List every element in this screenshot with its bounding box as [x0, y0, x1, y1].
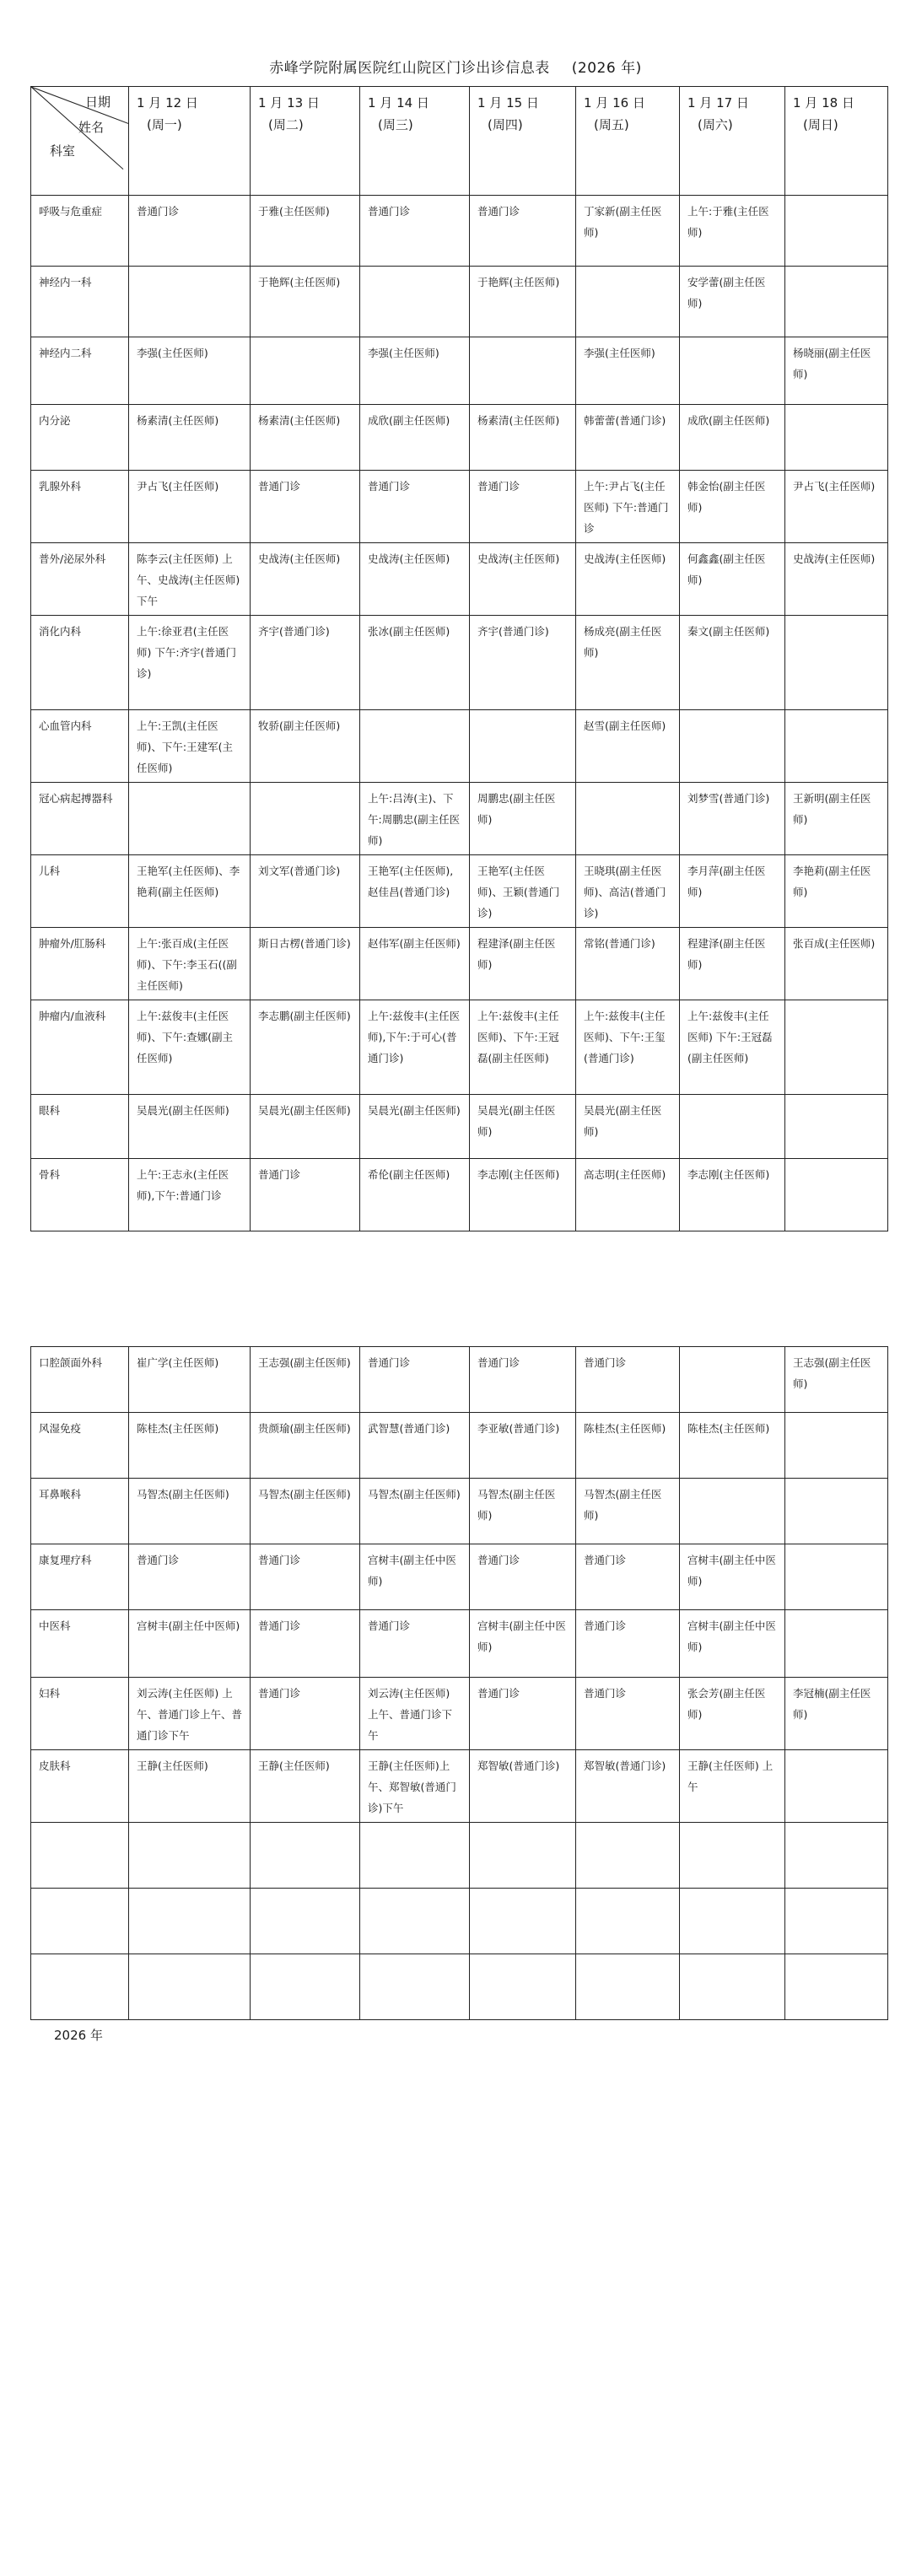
schedule-cell: 上午:于雅(主任医师): [680, 196, 785, 267]
table-row: [31, 1678, 888, 1750]
schedule-cell: 张会芳(副主任医师): [680, 1678, 785, 1750]
day-weekday: (周三): [378, 117, 413, 132]
schedule-cell: 陈桂杰(主任医师): [680, 1413, 785, 1479]
schedule-cell: 齐宇(普通门诊): [470, 616, 576, 710]
schedule-cell: 宫树丰(副主任中医师): [470, 1610, 576, 1678]
day-date: 1 月 13 日: [258, 95, 320, 110]
schedule-cell: 普通门诊: [360, 1347, 470, 1413]
schedule-cell: 尹占飞(主任医师): [785, 471, 888, 543]
schedule-cell: 王晓琪(副主任医师)、高洁(普通门诊): [576, 855, 680, 928]
schedule-cell: 秦文(副主任医师): [680, 616, 785, 710]
schedule-cell: 史战涛(主任医师): [360, 543, 470, 616]
schedule-cell: [785, 405, 888, 471]
day-date: 1 月 16 日: [584, 95, 645, 110]
day-weekday: (周六): [698, 117, 733, 132]
schedule-cell: 安学蕾(副主任医师): [680, 267, 785, 337]
schedule-cell: [785, 616, 888, 710]
schedule-cell: 杨成亮(副主任医师): [576, 616, 680, 710]
schedule-cell: 马智杰(副主任医师): [129, 1479, 251, 1544]
schedule-cell: 高志明(主任医师): [576, 1159, 680, 1231]
day-date: 1 月 15 日: [477, 95, 539, 110]
schedule-cell: [785, 196, 888, 267]
schedule-cell: [680, 1347, 785, 1413]
department-cell: 康复理疗科: [31, 1544, 129, 1610]
schedule-cell: 成欣(副主任医师): [680, 405, 785, 471]
schedule-cell: 陈桂杰(主任医师): [576, 1413, 680, 1479]
schedule-cell: 普通门诊: [251, 471, 360, 543]
table-row: [31, 928, 888, 1000]
schedule-cell: [785, 1610, 888, 1678]
schedule-cell: [680, 337, 785, 405]
table-row: [31, 1413, 888, 1479]
department-cell: 神经内一科: [31, 267, 129, 337]
schedule-cell: 吴晨光(副主任医师): [251, 1095, 360, 1159]
day-date: 1 月 12 日: [137, 95, 198, 110]
department-cell: 骨科: [31, 1159, 129, 1231]
schedule-cell: 吴晨光(副主任医师): [360, 1095, 470, 1159]
schedule-cell: 郑智敏(普通门诊): [470, 1750, 576, 1823]
schedule-cell: 普通门诊: [576, 1347, 680, 1413]
header-day-6: [680, 87, 785, 196]
schedule-cell: [251, 337, 360, 405]
schedule-cell: 李强(主任医师): [129, 337, 251, 405]
schedule-cell: 马智杰(副主任医师): [360, 1479, 470, 1544]
schedule-cell: 李强(主任医师): [576, 337, 680, 405]
schedule-cell: 王新明(副主任医师): [785, 783, 888, 855]
corner-dept-label: 科室: [50, 143, 76, 159]
schedule-cell: 史战涛(主任医师): [785, 543, 888, 616]
schedule-cell: 普通门诊: [470, 471, 576, 543]
header-corner-cell: [31, 87, 129, 196]
schedule-cell: [576, 1954, 680, 2020]
department-cell: 内分泌: [31, 405, 129, 471]
table-row: [31, 405, 888, 471]
schedule-cell: [680, 1479, 785, 1544]
schedule-cell: [576, 267, 680, 337]
schedule-cell: 丁家新(副主任医师): [576, 196, 680, 267]
schedule-cell: [785, 1159, 888, 1231]
department-cell: 肿瘤内/血液科: [31, 1000, 129, 1095]
corner-date-label: 日期: [85, 94, 111, 110]
schedule-cell: 何鑫鑫(副主任医师): [680, 543, 785, 616]
schedule-cell: [360, 710, 470, 783]
day-weekday: (周五): [594, 117, 629, 132]
schedule-cell: [785, 1479, 888, 1544]
schedule-cell: 上午:徐亚君(主任医师) 下午:齐宇(普通门诊): [129, 616, 251, 710]
schedule-cell: [360, 1889, 470, 1954]
schedule-cell: 马智杰(副主任医师): [470, 1479, 576, 1544]
department-cell: [31, 1954, 129, 2020]
schedule-cell: [680, 1954, 785, 2020]
schedule-cell: 宫树丰(副主任中医师): [129, 1610, 251, 1678]
schedule-cell: 王艳军(主任医师)、李艳莉(副主任医师): [129, 855, 251, 928]
table-row: [31, 616, 888, 710]
table-row: [31, 543, 888, 616]
schedule-cell: 马智杰(副主任医师): [576, 1479, 680, 1544]
schedule-cell: 崔广学(主任医师): [129, 1347, 251, 1413]
schedule-cell: 上午:王凯(主任医师)、下午:王建军(主任医师): [129, 710, 251, 783]
schedule-cell: [470, 1954, 576, 2020]
schedule-cell: 刘云涛(主任医师) 上午、普通门诊下午: [360, 1678, 470, 1750]
schedule-cell: [680, 1889, 785, 1954]
schedule-cell: [785, 1095, 888, 1159]
schedule-cell: 吴晨光(副主任医师): [576, 1095, 680, 1159]
schedule-cell: 王艳军(主任医师),赵佳昌(普通门诊): [360, 855, 470, 928]
schedule-cell: 牧骄(副主任医师): [251, 710, 360, 783]
department-cell: 口腔颌面外科: [31, 1347, 129, 1413]
department-cell: 肿瘤外/肛肠科: [31, 928, 129, 1000]
schedule-cell: [785, 267, 888, 337]
department-cell: [31, 1889, 129, 1954]
schedule-cell: [360, 1954, 470, 2020]
schedule-cell: 李强(主任医师): [360, 337, 470, 405]
day-date: 1 月 17 日: [687, 95, 749, 110]
schedule-cell: 杨素清(主任医师): [129, 405, 251, 471]
schedule-cell: 贵颜瑜(副主任医师): [251, 1413, 360, 1479]
schedule-cell: [251, 783, 360, 855]
department-cell: 消化内科: [31, 616, 129, 710]
table-row: [31, 1750, 888, 1823]
schedule-cell: [360, 267, 470, 337]
schedule-cell: [680, 710, 785, 783]
schedule-cell: 普通门诊: [251, 1544, 360, 1610]
table-row: [31, 1159, 888, 1231]
schedule-cell: [251, 1823, 360, 1889]
table-row: [31, 196, 888, 267]
schedule-cell: 史战涛(主任医师): [576, 543, 680, 616]
schedule-cell: 普通门诊: [470, 1347, 576, 1413]
day-date: 1 月 18 日: [793, 95, 854, 110]
schedule-cell: 普通门诊: [576, 1610, 680, 1678]
schedule-cell: [129, 1889, 251, 1954]
schedule-cell: [129, 1954, 251, 2020]
schedule-cell: [129, 1823, 251, 1889]
schedule-cell: [470, 1823, 576, 1889]
schedule-cell: 普通门诊: [251, 1159, 360, 1231]
schedule-cell: 普通门诊: [470, 196, 576, 267]
schedule-cell: 赵雪(副主任医师): [576, 710, 680, 783]
document-title: [0, 56, 911, 77]
schedule-cell: [576, 1823, 680, 1889]
schedule-cell: 吴晨光(副主任医师): [129, 1095, 251, 1159]
schedule-cell: 李亚敏(普通门诊): [470, 1413, 576, 1479]
table-row: [31, 1095, 888, 1159]
header-day-4: [470, 87, 576, 196]
schedule-cell: 李志刚(主任医师): [470, 1159, 576, 1231]
schedule-cell: 程建泽(副主任医师): [680, 928, 785, 1000]
header-row: [31, 87, 888, 196]
schedule-cell: 上午:王志永(主任医师),下午:普通门诊: [129, 1159, 251, 1231]
schedule-cell: 普通门诊: [129, 196, 251, 267]
schedule-cell: 斯日古楞(普通门诊): [251, 928, 360, 1000]
schedule-cell: [470, 337, 576, 405]
department-cell: 儿科: [31, 855, 129, 928]
department-cell: 普外/泌尿外科: [31, 543, 129, 616]
header-day-3: [360, 87, 470, 196]
table-row: [31, 1889, 888, 1954]
schedule-cell: 于艳辉(主任医师): [470, 267, 576, 337]
schedule-cell: 李志刚(主任医师): [680, 1159, 785, 1231]
schedule-cell: 普通门诊: [470, 1544, 576, 1610]
schedule-cell: [129, 267, 251, 337]
schedule-cell: 张百成(主任医师): [785, 928, 888, 1000]
schedule-cell: 宫树丰(副主任中医师): [360, 1544, 470, 1610]
table-row: [31, 1610, 888, 1678]
table-row: [31, 783, 888, 855]
schedule-cell: 王志强(副主任医师): [785, 1347, 888, 1413]
department-cell: 呼吸与危重症: [31, 196, 129, 267]
schedule-cell: 希伦(副主任医师): [360, 1159, 470, 1231]
schedule-cell: 普通门诊: [251, 1610, 360, 1678]
table-row: [31, 710, 888, 783]
table-row: [31, 267, 888, 337]
diagonal-lines: [31, 87, 128, 195]
schedule-cell: [251, 1954, 360, 2020]
schedule-cell: 宫树丰(副主任中医师): [680, 1544, 785, 1610]
schedule-cell: 普通门诊: [360, 1610, 470, 1678]
schedule-cell: [680, 1095, 785, 1159]
schedule-cell: 李月萍(副主任医师): [680, 855, 785, 928]
department-cell: 冠心病起搏器科: [31, 783, 129, 855]
schedule-cell: 上午:张百成(主任医师)、下午:李玉石((副主任医师): [129, 928, 251, 1000]
day-date: 1 月 14 日: [368, 95, 429, 110]
schedule-cell: 李志鹏(副主任医师): [251, 1000, 360, 1095]
schedule-cell: 上午:兹俊丰(主任医师),下午:于可心(普通门诊): [360, 1000, 470, 1095]
day-weekday: (周一): [147, 117, 182, 132]
schedule-cell: 杨晓丽(副主任医师): [785, 337, 888, 405]
schedule-cell: 史战涛(主任医师): [470, 543, 576, 616]
schedule-cell: 王静(主任医师)上午、郑智敏(普通门诊)下午: [360, 1750, 470, 1823]
schedule-cell: 韩蕾蕾(普通门诊): [576, 405, 680, 471]
schedule-cell: 杨素清(主任医师): [251, 405, 360, 471]
schedule-cell: 普通门诊: [576, 1544, 680, 1610]
department-cell: [31, 1823, 129, 1889]
schedule-cell: 郑智敏(普通门诊): [576, 1750, 680, 1823]
department-cell: 心血管内科: [31, 710, 129, 783]
schedule-cell: 武智慧(普通门诊): [360, 1413, 470, 1479]
department-cell: 乳腺外科: [31, 471, 129, 543]
schedule-cell: 张冰(副主任医师): [360, 616, 470, 710]
schedule-cell: 于雅(主任医师): [251, 196, 360, 267]
schedule-cell: [785, 1413, 888, 1479]
schedule-cell: 普通门诊: [360, 471, 470, 543]
department-cell: 皮肤科: [31, 1750, 129, 1823]
schedule-cell: 韩金怡(副主任医师): [680, 471, 785, 543]
table-row: [31, 1954, 888, 2020]
schedule-cell: 吴晨光(副主任医师): [470, 1095, 576, 1159]
schedule-cell: [251, 1889, 360, 1954]
schedule-cell: 普通门诊: [576, 1678, 680, 1750]
schedule-cell: 上午:吕涛(主)、下午:周鹏忠(副主任医师): [360, 783, 470, 855]
schedule-cell: [470, 710, 576, 783]
schedule-cell: [785, 1954, 888, 2020]
header-day-2: [251, 87, 360, 196]
schedule-cell: [785, 1544, 888, 1610]
schedule-cell: 王静(主任医师): [251, 1750, 360, 1823]
schedule-cell: 普通门诊: [360, 196, 470, 267]
schedule-cell: 宫树丰(副主任中医师): [680, 1610, 785, 1678]
schedule-cell: [785, 1750, 888, 1823]
department-cell: 妇科: [31, 1678, 129, 1750]
schedule-cell: 陈李云(主任医师) 上午、史战涛(主任医师)下午: [129, 543, 251, 616]
table-row: [31, 1479, 888, 1544]
schedule-cell: [785, 1889, 888, 1954]
schedule-cell: 普通门诊: [129, 1544, 251, 1610]
title-text: 赤峰学院附属医院红山院区门诊出诊信息表: [269, 60, 550, 77]
schedule-cell: 王艳军(主任医师)、王颖(普通门诊): [470, 855, 576, 928]
schedule-cell: 李艳莉(副主任医师): [785, 855, 888, 928]
table-row: [31, 1823, 888, 1889]
schedule-cell: 上午:兹俊丰(主任医师)、下午:查娜(副主任医师): [129, 1000, 251, 1095]
corner-name-label: 姓名: [78, 120, 105, 135]
schedule-cell: 史战涛(主任医师): [251, 543, 360, 616]
schedule-cell: 陈桂杰(主任医师): [129, 1413, 251, 1479]
schedule-cell: 普通门诊: [470, 1678, 576, 1750]
schedule-cell: 刘云涛(主任医师) 上午、普通门诊上午、普通门诊下午: [129, 1678, 251, 1750]
schedule-cell: 成欣(副主任医师): [360, 405, 470, 471]
schedule-cell: [576, 783, 680, 855]
schedule-cell: 王志强(副主任医师): [251, 1347, 360, 1413]
schedule-cell: 赵伟军(副主任医师): [360, 928, 470, 1000]
schedule-cell: [785, 710, 888, 783]
schedule-cell: 刘文军(普通门诊): [251, 855, 360, 928]
schedule-cell: [785, 1000, 888, 1095]
table-row: [31, 1347, 888, 1413]
day-weekday: (周四): [488, 117, 523, 132]
schedule-cell: 上午:兹俊丰(主任医师)、下午:王玺(普通门诊): [576, 1000, 680, 1095]
schedule-cell: [680, 1823, 785, 1889]
department-cell: 眼科: [31, 1095, 129, 1159]
schedule-table-page1: [30, 86, 888, 1231]
schedule-cell: [470, 1889, 576, 1954]
schedule-cell: 尹占飞(主任医师): [129, 471, 251, 543]
schedule-cell: 齐宇(普通门诊): [251, 616, 360, 710]
schedule-table-page2: [30, 1346, 888, 2020]
table-row: [31, 855, 888, 928]
schedule-cell: 于艳辉(主任医师): [251, 267, 360, 337]
schedule-cell: 上午:尹占飞(主任医师) 下午:普通门诊: [576, 471, 680, 543]
schedule-cell: 常铭(普通门诊): [576, 928, 680, 1000]
department-cell: 耳鼻喉科: [31, 1479, 129, 1544]
day-weekday: (周二): [268, 117, 304, 132]
schedule-cell: 李冠楠(副主任医师): [785, 1678, 888, 1750]
header-day-1: [129, 87, 251, 196]
schedule-cell: [576, 1889, 680, 1954]
header-day-7: [785, 87, 888, 196]
schedule-cell: 周鹏忠(副主任医师): [470, 783, 576, 855]
schedule-cell: 王静(主任医师): [129, 1750, 251, 1823]
department-cell: 风湿免疫: [31, 1413, 129, 1479]
day-weekday: (周日): [803, 117, 838, 132]
schedule-cell: [785, 1823, 888, 1889]
table-row: [31, 1000, 888, 1095]
header-day-5: [576, 87, 680, 196]
schedule-cell: 普通门诊: [251, 1678, 360, 1750]
schedule-cell: 刘梦雪(普通门诊): [680, 783, 785, 855]
table-row: [31, 337, 888, 405]
schedule-cell: 程建泽(副主任医师): [470, 928, 576, 1000]
department-cell: 中医科: [31, 1610, 129, 1678]
table-row: [31, 1544, 888, 1610]
footer-year: 2026 年: [54, 2028, 103, 2043]
schedule-cell: 王静(主任医师) 上午: [680, 1750, 785, 1823]
schedule-cell: 杨素清(主任医师): [470, 405, 576, 471]
schedule-cell: [360, 1823, 470, 1889]
schedule-cell: 上午:兹俊丰(主任医师)、下午:王冠磊(副主任医师): [470, 1000, 576, 1095]
title-year: (2026 年): [571, 60, 642, 77]
department-cell: 神经内二科: [31, 337, 129, 405]
schedule-cell: 马智杰(副主任医师): [251, 1479, 360, 1544]
schedule-cell: 上午:兹俊丰(主任医师) 下午:王冠磊(副主任医师): [680, 1000, 785, 1095]
table-row: [31, 471, 888, 543]
schedule-cell: [129, 783, 251, 855]
